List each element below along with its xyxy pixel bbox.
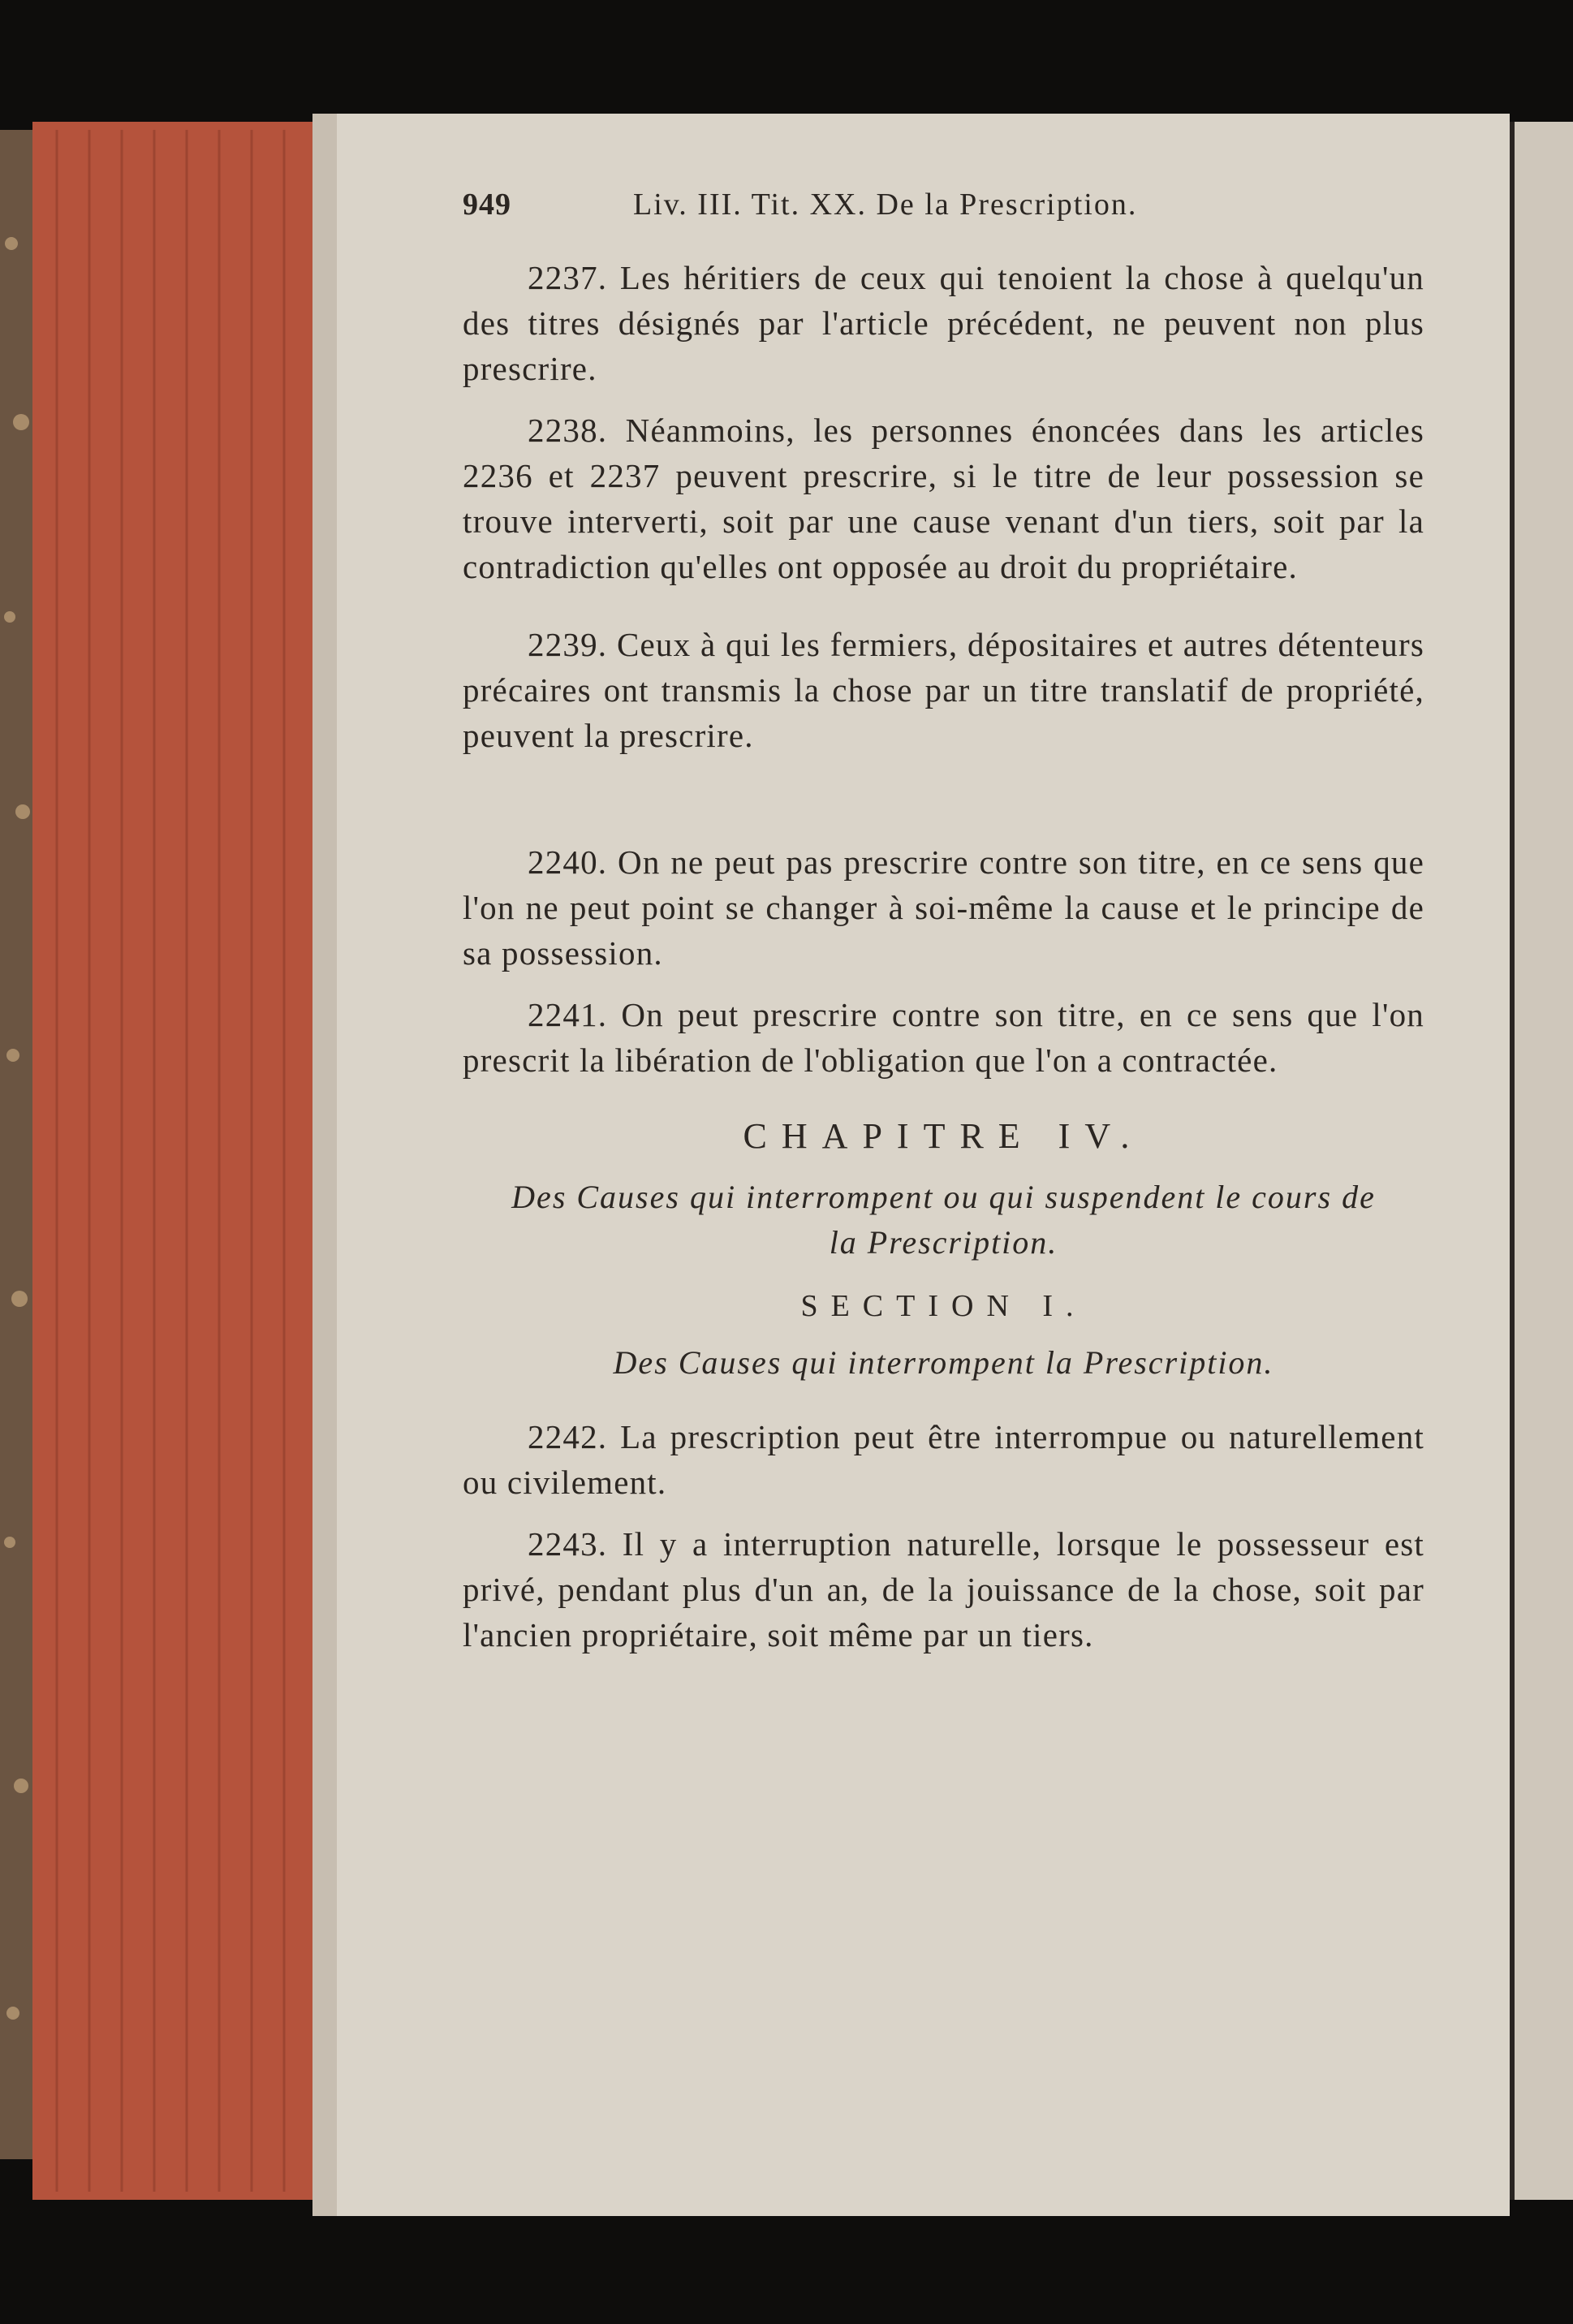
article-2238: 2238. Néanmoins, les personnes énoncées dans les articles 2236 et 2237 peuvent prescrire, si le titre de leur possession se trouve interverti, soit par une cause venant d'un tiers, soit par la contradiction qu'elles ont opposée au droit du propriétaire. [463,412,1424,585]
page-text [463,187,1424,1674]
article-2239: 2239. Ceux à qui les fermiers, dépositaires et autres détenteurs précaires ont transmis la chose par un titre translatif de propriété, peuvent la prescrire. [463,626,1424,754]
article-2243: 2243. Il y a interruption naturelle, lorsque le possesseur est privé, pendant plus d'un an, de la jouissance de la chose, soit par l'ancien propriétaire, soit même par un tiers. [463,1525,1424,1654]
section-heading: SECTION I. [800,1289,1087,1323]
section-title: Des Causes qui interrompent la Prescription. [613,1344,1274,1381]
article-2241: 2241. On peut prescrire contre son titre, en ce sens que l'on prescrit la libération de l'obligation que l'on a contractée. [463,996,1424,1079]
page-edges [32,122,312,2200]
next-page-edge [1510,122,1573,2200]
article-2237: 2237. Les héritiers de ceux qui tenoient la chose à quelqu'un des titres désignés par l'article précédent, ne peuvent non plus prescrire. [463,259,1424,387]
running-head [463,187,1424,222]
marbled-cover [0,130,32,2159]
article-2242: 2242. La prescription peut être interrompue ou naturellement ou civilement. [463,1418,1424,1501]
chapter-heading: CHAPITRE IV. [743,1116,1144,1156]
chapter-title: Des Causes qui interrompent ou qui suspendent le cours de la Prescription. [511,1179,1376,1261]
article-2240: 2240. On ne peut pas prescrire contre son titre, en ce sens que l'on ne peut point se changer à soi-même la cause et le principe de sa possession. [463,843,1424,972]
page-shadow [312,114,337,2216]
page-number: 949 [463,188,511,222]
running-title: Liv. III. Tit. XX. De la Prescription. [633,188,1138,222]
